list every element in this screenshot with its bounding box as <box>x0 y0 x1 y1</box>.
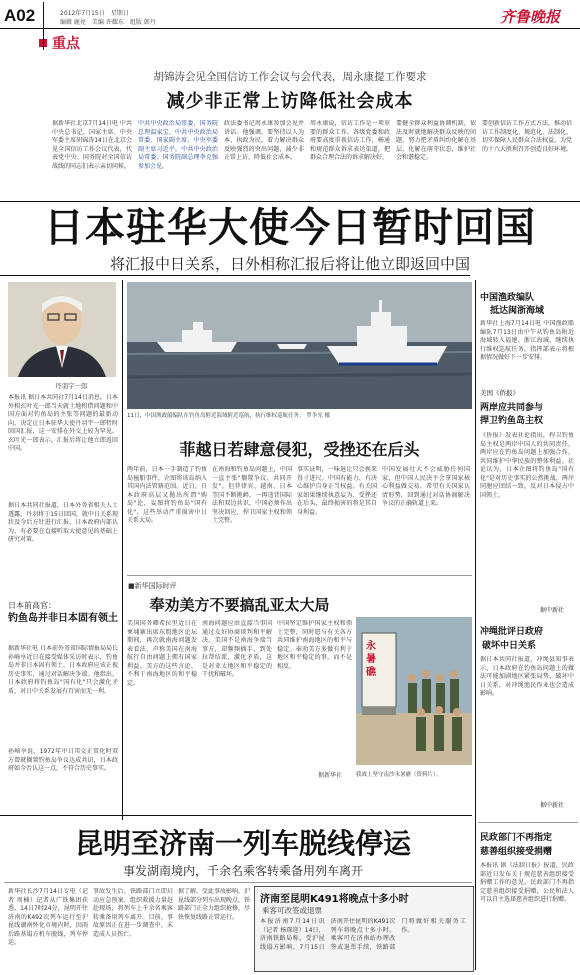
side-text-1b: 孙崎享说，1972年中日邦交正常化时双方曾就搁置钓鱼岛争议达成共识，日本政府如今否认这一点，不符合历史事实。 <box>8 748 118 772</box>
bottom-headline: 昆明至济南一列车脱线停运 <box>74 827 411 860</box>
commentary-col-3: 中国坚定维护国家主权和领土完整，同时愿与有关各方共同维护南海地区的和平与稳定。奉劝美方多做有利于地区和平稳定的事，而不是相反。 <box>277 620 352 670</box>
main-left-text-2: 据日本共同社报道，日本外务省相关人士透露，丹羽将于15日回国，就中日关系现状及今后方针进行汇报。日本政府内部认为，有必要在直接听取大使意见的基础上研究对策。 <box>8 502 118 543</box>
commentary-byline: 据新华社 <box>318 772 343 779</box>
sub-col-1: 两年前，日本一手制造了钓鱼岛撞船事件，企图将该岛纳入其国内法管辖范围。近日，日本政府高层又抛出所谓"购岛"论，妄图将钓鱼岛"国有化"。这些举动严重损害中日关系大局。 <box>127 466 207 524</box>
right-head-3b: 破坏中日关系 <box>482 641 537 651</box>
right-head-1b: 抵达闽浙海域 <box>490 306 545 316</box>
bottom-subhead: 事发湖南境内，千余名乘客转乘备用列车离开 <box>122 864 363 878</box>
right-head-3: 冲绳批评日政府 <box>480 627 544 637</box>
bottom-story-rule <box>0 815 472 816</box>
bottom-box-text: 本报济南7月14日讯（记者 杨琛迎）14日，济南铁路局称，受沪昆线塌方影响，7月15日济南开往昆明的K491次列车将晚点十多小时。乘客可在济南站办理改签或退票手续，铁路部门将做好相关服务工作。 <box>260 918 466 951</box>
left-column-rule <box>122 280 123 820</box>
section-title: 重点 <box>52 36 80 52</box>
sub-col-2: 在南海和钓鱼岛问题上，中国一直主张"搁置争议、共同开发"。但菲律宾、越南、日本等国不断挑衅，一再违背国际法和双边共识，中国必须作出坚决回应，捍卫国家主权和领土完整。 <box>212 466 292 524</box>
right-head-1: 中国渔政编队 <box>480 293 535 303</box>
main-subhead: 将汇报中日关系，日外相称汇报后将让他立即返回中国 <box>109 255 470 273</box>
lead-col-4: 周永康说，信访工作是一项重要的群众工作。各级党委和政府要高度重视信访工作，畅通和规范群众诉求表达渠道，把群众合理合法的诉求解决好。 <box>310 120 390 161</box>
side-text-1: 据新华社电 日本前外务省国际情报局局长孙崎享近日在接受媒体采访时表示，钓鱼岛并非日本固有领土，日本政府应该正视历史事实，通过对话解决争端。他指出，日本政府将钓鱼岛"国有化"只会激化矛盾，对日中关系发展有百害而无一利。 <box>8 645 118 695</box>
commentary-headline: 奉劝美方不要搞乱亚太大局 <box>149 596 330 614</box>
lead-kicker: 胡锦涛会见全国信访工作会议与会代表，周永康提工作要求 <box>153 71 427 83</box>
sub-bottom-rule <box>127 575 472 576</box>
commentary-col-2: 南海问题应由直接当事国通过友好协商谈判和平解决。美国不是南海争端当事方，却频频插手，到处拉帮结派，激化矛盾，这是对亚太地区和平稳定的干扰和破坏。 <box>202 620 272 678</box>
bottom-box-subhead: 乘客可改签或退票 <box>262 906 322 915</box>
lead-col-3: 政法委书记周永康参加会见并讲话。他强调，要坚持以人为本、执政为民，着力解决群众反映强烈的突出问题，减少非正常上访，降低社会成本。 <box>224 120 304 161</box>
right-text-2: 《侨报》发表社论指出，捍卫钓鱼岛主权是两岸中国人的共同责任，两岸应在钓鱼岛问题上加强合作，共同维护中华民族的整体利益。社论认为，日本企图将钓鱼岛"国有化"是对历史事实的公然挑战，两岸同胞应团结一致，反对日本侵占中国领土。 <box>480 432 574 499</box>
bottom-col-1: 新华社长沙7月14日专电（记者 周楠）记者从广铁集团获悉，14日7时24分，昆明开往济南的K492次列车运行至沪昆线湖南怀化市境内时，因雨后路基塌方机车脱线，列车停运。 <box>8 888 88 946</box>
portrait-caption: 丹羽宇一郎 <box>55 382 88 390</box>
lead-headline: 减少非正常上访降低社会成本 <box>166 91 414 112</box>
sub-col-3: 事实证明，一味退让只会换来得寸进尺。中国有能力、有决心维护自身正当权益。有关国家如果继续执意妄为，受挫还在后头，最终损害的将是其自身利益。 <box>297 466 377 516</box>
main-headline: 日本驻华大使今日暂时回国 <box>44 205 536 251</box>
header-date: 2012年7月15日 星期日 <box>60 10 129 17</box>
right-column-rule <box>475 280 476 970</box>
main-left-text: 本报讯 据日本共同社7月14日消息，日本外相玄叶光一郎当天就土地租借问题和中国方面对钓鱼岛的主张等问题的最新动向，决定让日本驻华大使丹羽宇一郎暂时回国汇报，这一安排在外交上较为罕见。玄叶光一郎表示，汇报后将让他立即返回中国。 <box>8 394 118 452</box>
lead-bottom-rule <box>0 201 580 202</box>
lead-col-5: 要健全群众利益协调机制，依法及时就地解决群众反映的问题，努力把矛盾纠纷化解在基层、化解在萌芽状态，维护社会和谐稳定。 <box>396 120 476 161</box>
right-byline-2: 据中新社 <box>540 802 565 809</box>
lead-col-2: 中共中央政治局常委、国务院总理温家宝，中共中央政治局常委、国家副主席、中央军委副主席习近平，中共中央政治局常委、国务院副总理李克强参加会见。 <box>138 120 218 170</box>
right-head-4b: 慈善组织接受捐赠 <box>480 847 553 857</box>
right-head-2b: 捍卫钓鱼岛主权 <box>480 416 544 426</box>
right-head-4: 民政部门不再指定 <box>480 833 553 843</box>
header-editors: 编辑 鹿亮 美编 许耀东 组版 韩丹 <box>60 19 156 26</box>
sub-col-4: 中国发展壮大不会威胁任何国家，但中国人民决不会拿国家核心利益做交易。希望有关国家认清形势，回到通过对话协商解决争议的正确轨道上来。 <box>382 466 470 507</box>
right-text-4: 本报讯 据《法制日报》报道，民政部近日发布关于规范慈善组织接受捐赠工作的意见，民政部门不再指定慈善组织接受捐赠，公民和法人可以自主选择慈善组织进行捐赠。 <box>480 862 574 903</box>
commentary-col-1: 美国国务卿希拉里近日在柬埔寨出席东盟地区论坛期间，再次就南海问题发表看法，声称美国在南海航行自由问题上拥有国家利益。美方的这些言论，不利于南海地区的和平稳定。 <box>127 620 197 687</box>
column-label: ■新华国际时评 <box>128 582 177 590</box>
portrait-photo <box>8 282 116 377</box>
right-head-2: 两岸应共同参与 <box>480 403 544 413</box>
header-rule <box>0 28 580 29</box>
ships-photo <box>127 282 472 409</box>
bottom-box-headline: 济南至昆明K491将晚点十多小时 <box>260 894 409 905</box>
page-number: A02 <box>4 6 36 25</box>
header-vertical-rule <box>43 2 44 50</box>
masthead-logo: 齐鲁晚报 <box>500 8 561 26</box>
bottom-col-2: 事故发生后，铁路部门立即启动应急预案，组织救援力量赶赴现场，将列车上千余名乘客转乘备用列车离开。目前，事故原因正在进一步调查中，未造成人员伤亡。 <box>93 888 173 938</box>
right-text-3: 据日本共同社报道，冲绳县知事表示，日本政府在钓鱼岛问题上的做法可能加剧地区紧张局势，破坏中日关系，对冲绳渔民作业也会造成影响。 <box>480 656 574 697</box>
main-subhead-rule <box>0 275 470 276</box>
bottom-subhead-rule <box>4 882 472 883</box>
side-heading-1b: 钓鱼岛并非日本固有领土 <box>8 613 118 624</box>
soldiers-photo-sign: 永暑礁 <box>366 641 376 678</box>
sub-headline: 菲越日若肆意侵犯，受挫还在后头 <box>179 440 420 459</box>
bottom-col-3: 据了解，受此事故影响，沪昆线部分列车出现晚点，铁路部门正全力组织抢修，尽快恢复线路正常运行。 <box>178 888 250 921</box>
right-text-1: 新华社上海7月14日电 中国渔政船编队7月13日由中午从钓鱼岛附近海域转入福建、浙江海域，继续执行维权巡航任务，指挥部表示将根据情况做好下一步安排。 <box>480 320 574 361</box>
lead-col-6: 要创新信访工作方式方法，推动信访工作制度化、规范化、法制化，切实保障人民群众合法权益，为党的十八大胜利召开创造良好环境。 <box>482 120 572 153</box>
right-lower-rule <box>478 822 578 823</box>
soldiers-photo-caption: 我战士坚守南沙永暑礁（资料片）。 <box>356 772 442 778</box>
right-source: 美国《侨报》 <box>480 389 519 397</box>
lead-col-1: 据新华社北京7月14日电 中共中央总书记、国家主席、中央军委主席胡锦涛14日在北京会见全国信访工作会议代表，代表党中央、国务院对全国信访战线的同志们表示亲切问候。 <box>52 120 132 170</box>
right-byline-1: 据中新社 <box>540 607 565 614</box>
side-heading-1: 日本前高官： <box>8 601 56 610</box>
ships-photo-caption: 11日，中国渔政船编队在钓鱼岛附近海域附近巡航，执行维权巡航任务。 罗争光 摄 <box>127 413 330 419</box>
